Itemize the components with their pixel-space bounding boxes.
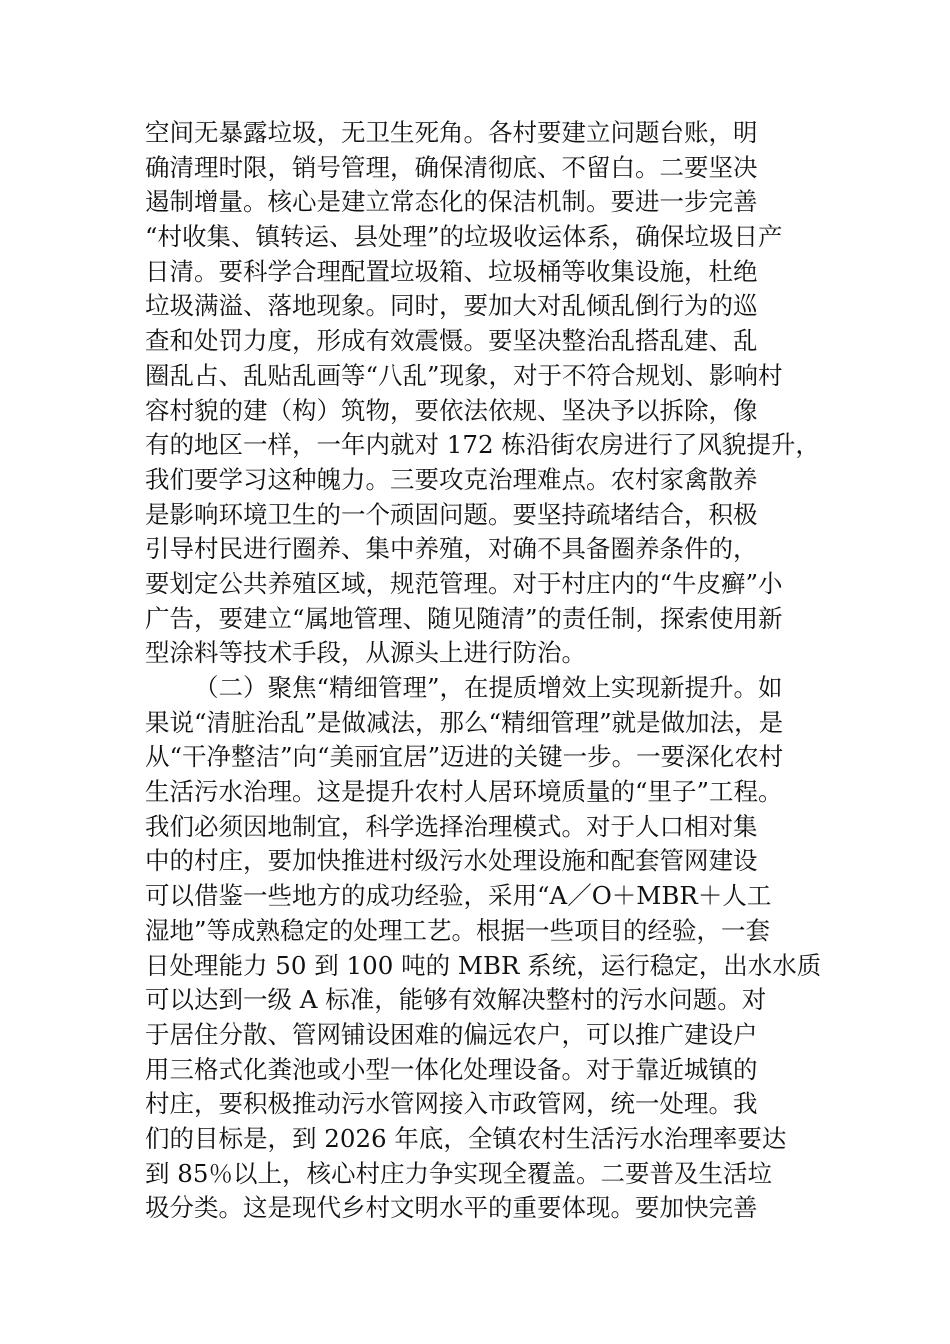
text-line: 圈乱占、乱贴乱画等“八乱”现象，对于不符合规划、影响村 <box>145 360 783 390</box>
text-line: 空间无暴露垃圾，无卫生死角。各村要建立问题台账，明 <box>145 118 758 147</box>
text-line: 从“干净整洁”向“美丽宜居”迈进的关键一步。一要深化农村 <box>145 742 784 772</box>
text-line: 用三格式化粪池或小型一体化处理设备。对于靠近城镇的 <box>145 1054 758 1084</box>
text-line: 广告，要建立“属地管理、随见随清”的责任制，探索使用新 <box>145 603 783 633</box>
text-line: 遏制增量。核心是建立常态化的保洁机制。要进一步完善 <box>145 187 758 217</box>
text-line: 们的目标是，到 2026 年底，全镇农村生活污水治理率要达 <box>145 1123 787 1153</box>
text-line: 要划定公共养殖区域，规范管理。对于村庄内的“牛皮癣”小 <box>145 568 783 598</box>
text-line: 圾分类。这是现代乡村文明水平的重要体现。要加快完善 <box>145 1193 758 1223</box>
text-line: 于居住分散、管网铺设困难的偏远农户，可以推广建设户 <box>145 1019 758 1049</box>
text-line: 我们必须因地制宜，科学选择治理模式。对于人口相对集 <box>145 811 758 841</box>
text-line: 果说“清脏治乱”是做减法，那么“精细管理”就是做加法，是 <box>145 707 784 737</box>
text-line: 日处理能力 50 到 100 吨的 MBR 系统，运行稳定，出水水质 <box>145 950 822 980</box>
text-line: 可以达到一级 A 标准，能够有效解决整村的污水问题。对 <box>145 985 767 1015</box>
text-line: 湿地”等成熟稳定的处理工艺。根据一些项目的经验，一套 <box>145 915 771 945</box>
text-line: 日清。要科学合理配置垃圾箱、垃圾桶等收集设施，杜绝 <box>145 256 758 286</box>
text-line: 我们要学习这种魄力。三要攻克治理难点。农村家禽散养 <box>145 464 758 494</box>
text-line: 容村貌的建（构）筑物，要依法依规、坚决予以拆除，像 <box>145 395 758 425</box>
body-text <box>145 116 822 1226</box>
text-line: 有的地区一样，一年内就对 172 栋沿街农房进行了风貌提升， <box>145 430 820 460</box>
text-line: 中的村庄，要加快推进村级污水处理设施和配套管网建设 <box>145 846 758 876</box>
text-line: 村庄，要积极推动污水管网接入市政管网，统一处理。我 <box>145 1089 758 1119</box>
text-line: 到 85％以上，核心村庄力争实现全覆盖。二要普及生活垃 <box>145 1158 772 1188</box>
text-line: 查和处罚力度，形成有效震慑。要坚决整治乱搭乱建、乱 <box>145 326 758 356</box>
text-line: 确清理时限，销号管理，确保清彻底、不留白。二要坚决 <box>145 152 758 182</box>
section-heading-line: （二）聚焦“精细管理”，在提质增效上实现新提升。如 <box>194 673 783 702</box>
text-line: “村收集、镇转运、县处理”的垃圾收运体系，确保垃圾日产 <box>145 222 783 252</box>
text-line: 垃圾满溢、落地现象。同时，要加大对乱倾乱倒行为的巡 <box>145 291 758 321</box>
text-line: 可以借鉴一些地方的成功经验，采用“A／O＋MBR＋人工 <box>145 881 772 911</box>
text-line: 引导村民进行圈养、集中养殖，对确不具备圈养条件的， <box>145 534 758 564</box>
text-line: 型涂料等技术手段，从源头上进行防治。 <box>145 638 586 668</box>
text-line: 是影响环境卫生的一个顽固问题。要坚持疏堵结合，积极 <box>145 499 758 529</box>
text-line: 生活污水治理。这是提升农村人居环境质量的“里子”工程。 <box>145 777 783 807</box>
